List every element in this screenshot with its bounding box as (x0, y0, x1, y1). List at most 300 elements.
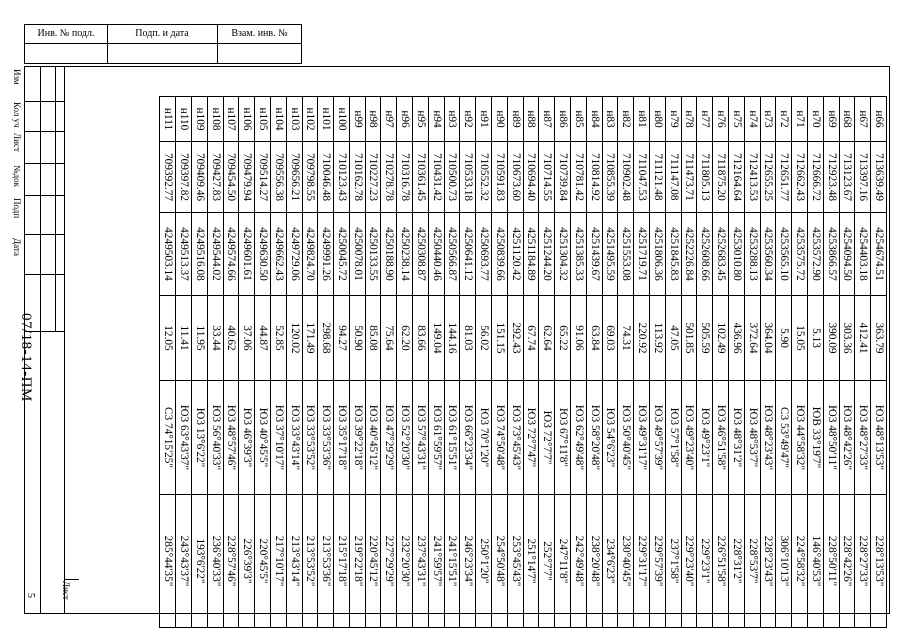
table-row (634, 97, 650, 628)
table-row (792, 97, 808, 628)
point-name-cell: н99 (349, 97, 365, 142)
bearing-cell: Ю3 52°20'30" (397, 381, 413, 495)
bearing-cell: Ю3 48°13'53" (871, 381, 887, 495)
distance-cell: 81.03 (460, 296, 476, 381)
x-coordinate-cell: 713639.49 (871, 142, 887, 213)
point-name-cell: н71 (792, 97, 808, 142)
bearing-cell: Ю3 56°40'33" (207, 381, 223, 495)
bearing-cell: Ю3 48°42'26" (839, 381, 855, 495)
y-coordinate-cell: 4249601.61 (239, 213, 255, 296)
y-coordinate-cell: 4249516.08 (191, 213, 207, 296)
azimuth-cell: 230°40'45" (618, 495, 634, 628)
azimuth-cell: 228°50'11" (823, 495, 839, 628)
y-coordinate-cell: 4249729.06 (286, 213, 302, 296)
point-name-cell: н74 (744, 97, 760, 142)
point-name-cell: н98 (365, 97, 381, 142)
table-row (571, 97, 587, 628)
y-coordinate-cell: 4253565.10 (776, 213, 792, 296)
x-coordinate-cell: 711047.53 (634, 142, 650, 213)
x-coordinate-cell: 712651.77 (776, 142, 792, 213)
point-name-cell: н83 (602, 97, 618, 142)
y-coordinate-cell: 4253572.90 (808, 213, 824, 296)
azimuth-cell: 234°6'23" (602, 495, 618, 628)
point-name-cell: н79 (665, 97, 681, 142)
distance-cell: 364.04 (760, 296, 776, 381)
table-row (176, 97, 192, 628)
point-name-cell: н73 (760, 97, 776, 142)
point-name-cell: н96 (397, 97, 413, 142)
azimuth-cell: 254°50'48" (492, 495, 508, 628)
table-row (191, 97, 207, 628)
x-coordinate-cell: 710694.40 (523, 142, 539, 213)
table-row (713, 97, 729, 628)
table-row (760, 97, 776, 628)
point-name-cell: н80 (650, 97, 666, 142)
azimuth-cell: 215°17'18" (334, 495, 350, 628)
azimuth-cell: 220°45'12" (365, 495, 381, 628)
bearing-cell: Ю3 48°23'43" (760, 381, 776, 495)
distance-cell: 171.49 (302, 296, 318, 381)
bearing-cell: Ю3 57°43'31" (413, 381, 429, 495)
x-coordinate-cell: 709479.94 (239, 142, 255, 213)
azimuth-cell: 229°23'40" (681, 495, 697, 628)
table-row (444, 97, 460, 628)
bearing-cell: Ю3 70°1'20" (476, 381, 492, 495)
table-row (223, 97, 239, 628)
x-coordinate-cell: 709798.55 (302, 142, 318, 213)
side-label-izm: Изм (12, 69, 22, 85)
y-coordinate-cell: 4250238.14 (397, 213, 413, 296)
y-coordinate-cell: 4249991.26 (318, 213, 334, 296)
y-coordinate-cell: 4254674.51 (871, 213, 887, 296)
distance-cell: 40.62 (223, 296, 239, 381)
point-name-cell: н107 (223, 97, 239, 142)
x-coordinate-cell: 709454.50 (223, 142, 239, 213)
point-name-cell: н103 (286, 97, 302, 142)
azimuth-cell: 241°59'57" (428, 495, 444, 628)
point-name-cell: н66 (871, 97, 887, 142)
distance-cell: 83.66 (413, 296, 429, 381)
distance-cell: 102.49 (713, 296, 729, 381)
table-row (586, 97, 602, 628)
y-coordinate-cell: 4249574.66 (223, 213, 239, 296)
x-coordinate-cell: 710902.48 (618, 142, 634, 213)
point-name-cell: н91 (476, 97, 492, 142)
distance-cell: 390.09 (823, 296, 839, 381)
x-coordinate-cell: 712655.25 (760, 142, 776, 213)
distance-cell: 62.20 (397, 296, 413, 381)
point-name-cell: н93 (444, 97, 460, 142)
x-coordinate-cell: 710552.32 (476, 142, 492, 213)
distance-cell: 94.27 (334, 296, 350, 381)
y-coordinate-cell: 4251120.42 (507, 213, 523, 296)
point-name-cell: н89 (507, 97, 523, 142)
point-name-cell: н69 (823, 97, 839, 142)
azimuth-cell: 228°31'2" (729, 495, 745, 628)
x-coordinate-cell: 713397.16 (855, 142, 871, 213)
azimuth-cell: 220°45'5" (255, 495, 271, 628)
azimuth-cell: 241°15'51" (444, 495, 460, 628)
point-name-cell: н105 (255, 97, 271, 142)
azimuth-cell: 227°29'29" (381, 495, 397, 628)
distance-cell: 5.90 (776, 296, 792, 381)
bearing-cell: С3 74°15'25" (160, 381, 176, 495)
y-coordinate-cell: 4251495.59 (602, 213, 618, 296)
bearing-cell: Ю3 37°10'17" (270, 381, 286, 495)
sheet-number: 5 (25, 593, 36, 598)
azimuth-cell: 224°58'32" (792, 495, 808, 628)
distance-cell: 303.36 (839, 296, 855, 381)
y-coordinate-cell: 4251845.83 (665, 213, 681, 296)
sheet-label: Лист (61, 581, 71, 600)
table-row (365, 97, 381, 628)
y-coordinate-cell: 4250440.46 (428, 213, 444, 296)
table-row (318, 97, 334, 628)
distance-cell: 65.22 (555, 296, 571, 381)
x-coordinate-cell: 709409.46 (191, 142, 207, 213)
bearing-cell: Ю3 49°31'17" (634, 381, 650, 495)
y-coordinate-cell: 4252683.45 (713, 213, 729, 296)
azimuth-cell: 247°11'8" (555, 495, 571, 628)
bearing-cell: Ю3 63°43'37" (176, 381, 192, 495)
x-coordinate-cell: 711121.48 (650, 142, 666, 213)
table-row (855, 97, 871, 628)
y-coordinate-cell: 4250078.01 (349, 213, 365, 296)
distance-cell: 47.05 (665, 296, 681, 381)
bearing-cell: Ю3 40°45'5" (255, 381, 271, 495)
y-coordinate-cell: 4253866.57 (823, 213, 839, 296)
point-name-cell: н110 (176, 97, 192, 142)
bearing-cell: Ю3 66°23'34" (460, 381, 476, 495)
x-coordinate-cell: 711473.71 (681, 142, 697, 213)
distance-cell: 412.41 (855, 296, 871, 381)
bearing-cell: Ю3 48°27'33" (855, 381, 871, 495)
table-row (270, 97, 286, 628)
azimuth-cell: 237°1'58" (665, 495, 681, 628)
bearing-cell: Ю3 47°29'29" (381, 381, 397, 495)
distance-cell: 62.64 (539, 296, 555, 381)
x-coordinate-cell: 711875.20 (713, 142, 729, 213)
azimuth-cell: 146°40'53" (808, 495, 824, 628)
x-coordinate-cell: 710739.84 (555, 142, 571, 213)
document-code: 07/18-14-ПМ (18, 313, 34, 402)
azimuth-cell: 193°6'22" (191, 495, 207, 628)
bearing-cell: Ю3 73°45'43" (507, 381, 523, 495)
point-name-cell: н94 (428, 97, 444, 142)
bearing-cell: Ю3 46°51'58" (713, 381, 729, 495)
point-name-cell: н77 (697, 97, 713, 142)
bearing-cell: Ю3 48°50'11" (823, 381, 839, 495)
y-coordinate-cell: 4251439.67 (586, 213, 602, 296)
azimuth-cell: 219°22'18" (349, 495, 365, 628)
x-coordinate-cell: 712923.48 (823, 142, 839, 213)
bearing-cell: Ю3 48°31'2" (729, 381, 745, 495)
azimuth-cell: 228°57'46" (223, 495, 239, 628)
bearing-cell: С3 53°49'47" (776, 381, 792, 495)
point-name-cell: н101 (318, 97, 334, 142)
y-coordinate-cell: 4250566.87 (444, 213, 460, 296)
distance-cell: 298.68 (318, 296, 334, 381)
table-row (286, 97, 302, 628)
y-coordinate-cell: 4251184.89 (523, 213, 539, 296)
y-coordinate-cell: 4251719.71 (634, 213, 650, 296)
bearing-cell: Ю3 44°58'32" (792, 381, 808, 495)
y-coordinate-cell: 4253560.34 (760, 213, 776, 296)
point-name-cell: н106 (239, 97, 255, 142)
azimuth-cell: 226°51'58" (713, 495, 729, 628)
y-coordinate-cell: 4250693.77 (476, 213, 492, 296)
distance-cell: 292.43 (507, 296, 523, 381)
point-name-cell: н68 (839, 97, 855, 142)
table-row (492, 97, 508, 628)
y-coordinate-cell: 4252226.84 (681, 213, 697, 296)
bearing-cell: Ю3 57°1'58" (665, 381, 681, 495)
stamp-inv-podl: Инв. № подл. (25, 25, 108, 43)
bearing-cell: Ю3 49°23'40" (681, 381, 697, 495)
azimuth-cell: 229°23'1" (697, 495, 713, 628)
distance-cell: 50.90 (349, 296, 365, 381)
coordinates-table-wrapper (92, 96, 887, 621)
azimuth-cell: 251°14'7" (523, 495, 539, 628)
azimuth-cell: 253°45'43" (507, 495, 523, 628)
table-row (349, 97, 365, 628)
distance-cell: 5.13 (808, 296, 824, 381)
y-coordinate-cell: 4251304.32 (555, 213, 571, 296)
point-name-cell: н76 (713, 97, 729, 142)
distance-cell: 63.84 (586, 296, 602, 381)
x-coordinate-cell: 709656.21 (286, 142, 302, 213)
table-row (255, 97, 271, 628)
y-coordinate-cell: 4251244.20 (539, 213, 555, 296)
x-coordinate-cell: 710278.78 (381, 142, 397, 213)
side-label-data: Дата (12, 238, 22, 256)
bearing-cell: Ю3 40°45'12" (365, 381, 381, 495)
y-coordinate-cell: 4249824.70 (302, 213, 318, 296)
coordinates-table (159, 96, 887, 628)
bearing-cell: Ю3 48°57'46" (223, 381, 239, 495)
table-row (523, 97, 539, 628)
point-name-cell: н82 (618, 97, 634, 142)
table-row (239, 97, 255, 628)
y-coordinate-cell: 4250188.90 (381, 213, 397, 296)
azimuth-cell: 237°43'31" (413, 495, 429, 628)
table-row (744, 97, 760, 628)
x-coordinate-cell: 712666.72 (808, 142, 824, 213)
distance-cell: 15.05 (792, 296, 808, 381)
x-coordinate-cell: 711805.13 (697, 142, 713, 213)
y-coordinate-cell: 4250641.12 (460, 213, 476, 296)
x-coordinate-cell: 710316.78 (397, 142, 413, 213)
x-coordinate-cell: 712164.64 (729, 142, 745, 213)
point-name-cell: н72 (776, 97, 792, 142)
distance-cell: 120.02 (286, 296, 302, 381)
y-coordinate-cell: 4251385.33 (571, 213, 587, 296)
point-name-cell: н67 (855, 97, 871, 142)
azimuth-cell: 213°53'52" (302, 495, 318, 628)
table-row (302, 97, 318, 628)
bearing-cell: Ю3 48°53'7" (744, 381, 760, 495)
bearing-cell: Ю3 35°17'18" (334, 381, 350, 495)
distance-cell: 75.64 (381, 296, 397, 381)
side-label-kol-uch: Кол уч (12, 102, 22, 128)
point-name-cell: н70 (808, 97, 824, 142)
azimuth-cell: 228°23'43" (760, 495, 776, 628)
y-coordinate-cell: 4252608.66 (697, 213, 713, 296)
stamp-vzam-inv: Взам. инв. № (231, 28, 288, 39)
table-row (334, 97, 350, 628)
distance-cell: 149.04 (428, 296, 444, 381)
bearing-cell: Ю3 33°53'36" (318, 381, 334, 495)
y-coordinate-cell: 4250839.66 (492, 213, 508, 296)
azimuth-cell: 246°23'34" (460, 495, 476, 628)
table-row (681, 97, 697, 628)
bearing-cell: Ю3 72°7'7" (539, 381, 555, 495)
azimuth-cell: 228°53'7" (744, 495, 760, 628)
x-coordinate-cell: 710046.48 (318, 142, 334, 213)
point-name-cell: н85 (571, 97, 587, 142)
y-coordinate-cell: 4254094.50 (839, 213, 855, 296)
x-coordinate-cell: 712413.53 (744, 142, 760, 213)
x-coordinate-cell: 710500.73 (444, 142, 460, 213)
x-coordinate-cell: 710431.42 (428, 142, 444, 213)
table-row (381, 97, 397, 628)
distance-cell: 11.95 (191, 296, 207, 381)
y-coordinate-cell: 4253010.80 (729, 213, 745, 296)
x-coordinate-cell: 710781.42 (571, 142, 587, 213)
y-coordinate-cell: 4254403.18 (855, 213, 871, 296)
bearing-cell: Ю3 39°22'18" (349, 381, 365, 495)
point-name-cell: н88 (523, 97, 539, 142)
x-coordinate-cell: 710714.55 (539, 142, 555, 213)
bearing-cell: Ю3 67°11'8" (555, 381, 571, 495)
bearing-cell: ЮВ 33°19'7" (808, 381, 824, 495)
x-coordinate-cell: 709392.77 (160, 142, 176, 213)
azimuth-cell: 236°40'33" (207, 495, 223, 628)
distance-cell: 11.41 (176, 296, 192, 381)
table-row (665, 97, 681, 628)
bearing-cell: Ю3 61°59'57" (428, 381, 444, 495)
distance-cell: 144.16 (444, 296, 460, 381)
stamp-podp-data: Подп. и дата (107, 25, 218, 43)
bearing-cell: Ю3 58°20'48" (586, 381, 602, 495)
y-coordinate-cell: 4253575.72 (792, 213, 808, 296)
distance-cell: 151.15 (492, 296, 508, 381)
x-coordinate-cell: 709556.38 (270, 142, 286, 213)
table-row (839, 97, 855, 628)
point-name-cell: н92 (460, 97, 476, 142)
distance-cell: 37.06 (239, 296, 255, 381)
point-name-cell: н84 (586, 97, 602, 142)
azimuth-cell: 242°49'48" (571, 495, 587, 628)
azimuth-cell: 213°43'14" (286, 495, 302, 628)
y-coordinate-cell: 4249630.50 (255, 213, 271, 296)
table-row (871, 97, 887, 628)
distance-cell: 220.92 (634, 296, 650, 381)
distance-cell: 74.31 (618, 296, 634, 381)
azimuth-cell: 250°1'20" (476, 495, 492, 628)
x-coordinate-cell: 710123.43 (334, 142, 350, 213)
distance-cell: 67.74 (523, 296, 539, 381)
table-row (823, 97, 839, 628)
y-coordinate-cell: 4249513.37 (176, 213, 192, 296)
x-coordinate-cell: 711147.08 (665, 142, 681, 213)
x-coordinate-cell: 709427.83 (207, 142, 223, 213)
bearing-cell: Ю3 49°57'39" (650, 381, 666, 495)
azimuth-cell: 243°43'37" (176, 495, 192, 628)
point-name-cell: н100 (334, 97, 350, 142)
table-row (460, 97, 476, 628)
table-row (618, 97, 634, 628)
y-coordinate-cell: 4249544.02 (207, 213, 223, 296)
bearing-cell: Ю3 54°6'23" (602, 381, 618, 495)
table-row (476, 97, 492, 628)
point-name-cell: н86 (555, 97, 571, 142)
azimuth-cell: 229°57'39" (650, 495, 666, 628)
distance-cell: 56.02 (476, 296, 492, 381)
x-coordinate-cell: 709397.82 (176, 142, 192, 213)
x-coordinate-cell: 709514.27 (255, 142, 271, 213)
point-name-cell: н78 (681, 97, 697, 142)
bearing-cell: Ю3 74°50'48" (492, 381, 508, 495)
y-coordinate-cell: 4249503.14 (160, 213, 176, 296)
y-coordinate-cell: 4253288.13 (744, 213, 760, 296)
bearing-cell: Ю3 33°43'14" (286, 381, 302, 495)
azimuth-cell: 238°20'48" (586, 495, 602, 628)
distance-cell: 372.64 (744, 296, 760, 381)
distance-cell: 69.03 (602, 296, 618, 381)
bearing-cell: Ю3 13°6'22" (191, 381, 207, 495)
point-name-cell: н81 (634, 97, 650, 142)
x-coordinate-cell: 710814.92 (586, 142, 602, 213)
table-row (602, 97, 618, 628)
distance-cell: 12.05 (160, 296, 176, 381)
table-row (808, 97, 824, 628)
y-coordinate-cell: 4251806.36 (650, 213, 666, 296)
azimuth-cell: 306°10'13" (776, 495, 792, 628)
azimuth-cell: 228°13'53" (871, 495, 887, 628)
side-label-ndok: №док (12, 165, 22, 188)
table-row (160, 97, 176, 628)
x-coordinate-cell: 710361.45 (413, 142, 429, 213)
table-row (776, 97, 792, 628)
x-coordinate-cell: 710533.18 (460, 142, 476, 213)
table-row (539, 97, 555, 628)
azimuth-cell: 226°39'3" (239, 495, 255, 628)
bearing-cell: Ю3 33°53'52" (302, 381, 318, 495)
distance-cell: 33.44 (207, 296, 223, 381)
distance-cell: 436.96 (729, 296, 745, 381)
bearing-cell: Ю3 61°15'51" (444, 381, 460, 495)
distance-cell: 52.85 (270, 296, 286, 381)
table-row (555, 97, 571, 628)
distance-cell: 85.08 (365, 296, 381, 381)
bearing-cell: Ю3 72°7'47" (523, 381, 539, 495)
x-coordinate-cell: 710591.83 (492, 142, 508, 213)
point-name-cell: н102 (302, 97, 318, 142)
y-coordinate-cell: 4250133.55 (365, 213, 381, 296)
distance-cell: 505.59 (697, 296, 713, 381)
x-coordinate-cell: 710162.78 (349, 142, 365, 213)
bearing-cell: Ю3 46°39'3" (239, 381, 255, 495)
distance-cell: 363.79 (871, 296, 887, 381)
table-row (207, 97, 223, 628)
distance-cell: 91.06 (571, 296, 587, 381)
x-coordinate-cell: 712662.43 (792, 142, 808, 213)
distance-cell: 44.87 (255, 296, 271, 381)
distance-cell: 113.92 (650, 296, 666, 381)
y-coordinate-cell: 4251553.08 (618, 213, 634, 296)
table-row (397, 97, 413, 628)
